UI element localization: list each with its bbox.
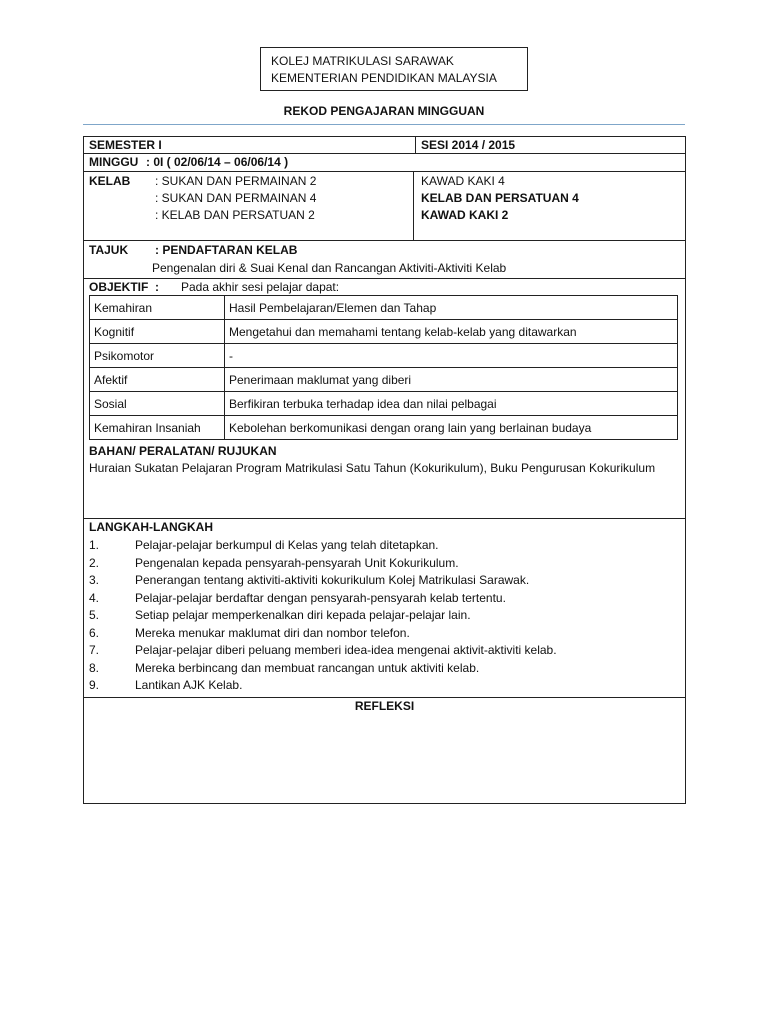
class-item: : SUKAN DAN PERMAINAN 4 <box>155 191 317 205</box>
step-number: 5. <box>89 608 100 622</box>
institution-name: KOLEJ MATRIKULASI SARAWAK <box>271 54 454 68</box>
table-row <box>90 416 678 440</box>
outcome-cell: Hasil Pembelajaran/Elemen dan Tahap <box>225 296 678 320</box>
outcome-cell: Kebolehan berkomunikasi dengan orang lain yang berlainan budaya <box>225 416 678 440</box>
skill-cell: Kognitif <box>90 320 225 344</box>
title-rule <box>83 124 685 125</box>
step-text: Pelajar-pelajar berkumpul di Kelas yang telah ditetapkan. <box>135 538 439 552</box>
list-item <box>89 572 557 590</box>
class-right-item: KAWAD KAKI 2 <box>421 208 509 222</box>
step-number: 1. <box>89 538 100 552</box>
step-number: 6. <box>89 625 100 640</box>
step-number: 3. <box>89 573 100 587</box>
step-text: Mereka berbincang dan membuat rancangan untuk aktiviti kelab. <box>135 660 480 675</box>
step-text: Setiap pelajar memperkenalkan diri kepada pelajar-pelajar lain. <box>135 608 471 622</box>
step-text: Pelajar-pelajar diberi peluang memberi idea-idea mengenai aktivit-aktiviti kelab. <box>135 643 557 657</box>
ministry-name: KEMENTERIAN PENDIDIKAN MALAYSIA <box>271 71 497 85</box>
list-item <box>89 555 557 573</box>
week-value: : 0I ( 02/06/14 – 06/06/14 ) <box>146 155 289 169</box>
list-item <box>89 537 557 555</box>
objective-colon: : <box>155 280 159 294</box>
step-number: 8. <box>89 660 100 675</box>
skill-cell: Psikomotor <box>90 344 225 368</box>
step-number: 4. <box>89 590 100 605</box>
step-text: Pelajar-pelajar berdaftar dengan pensyarah-pensyarah kelab tertentu. <box>135 590 506 605</box>
document-title: REKOD PENGAJARAN MINGGUAN <box>283 104 485 118</box>
outcome-cell: - <box>225 344 678 368</box>
table-row <box>90 320 678 344</box>
topic-value: : PENDAFTARAN KELAB <box>155 243 298 257</box>
week-label: MINGGU <box>89 155 139 169</box>
materials-text: Huraian Sukatan Pelajaran Program Matrikulasi Satu Tahun (Kokurikulum), Buku Pengurusan Kokurikulum <box>89 461 656 475</box>
list-item <box>89 625 557 643</box>
outcome-cell: Penerimaan maklumat yang diberi <box>225 368 678 392</box>
class-item: : KELAB DAN PERSATUAN 2 <box>155 208 315 222</box>
outcome-cell: Mengetahui dan memahami tentang kelab-kelab yang ditawarkan <box>225 320 678 344</box>
objective-table <box>89 295 678 440</box>
step-text: Mereka menukar maklumat diri dan nombor telefon. <box>135 625 410 640</box>
topic-subtitle: Pengenalan diri & Suai Kenal dan Rancangan Aktiviti-Aktiviti Kelab <box>152 261 507 275</box>
step-number: 2. <box>89 555 100 570</box>
class-right-item: KELAB DAN PERSATUAN 4 <box>421 191 579 205</box>
topic-label: TAJUK <box>89 243 129 257</box>
step-number: 7. <box>89 643 100 657</box>
session-label: SESI 2014 / 2015 <box>421 138 516 152</box>
skill-cell: Kemahiran Insaniah <box>90 416 225 440</box>
outcome-cell: Berfikiran terbuka terhadap idea dan nilai pelbagai <box>225 392 678 416</box>
class-right-item: KAWAD KAKI 4 <box>421 174 505 188</box>
divider-class <box>83 240 686 241</box>
skill-cell: Afektif <box>90 368 225 392</box>
class-item: : SUKAN DAN PERMAINAN 2 <box>155 174 317 188</box>
steps-label: LANGKAH-LANGKAH <box>89 520 213 534</box>
list-item <box>89 642 557 660</box>
objective-label: OBJEKTIF <box>89 280 149 294</box>
column-divider-semester <box>415 136 416 153</box>
institution-header-box <box>260 47 528 91</box>
table-row <box>90 392 678 416</box>
table-row <box>90 368 678 392</box>
step-text: Lantikan AJK Kelab. <box>135 678 243 692</box>
list-item <box>89 607 557 625</box>
divider-week <box>83 171 686 172</box>
table-row <box>90 344 678 368</box>
objective-intro: Pada akhir sesi pelajar dapat: <box>181 280 340 294</box>
step-number: 9. <box>89 678 100 692</box>
step-text: Pengenalan kepada pensyarah-pensyarah Unit Kokurikulum. <box>135 555 459 570</box>
semester-label: SEMESTER I <box>89 138 162 152</box>
list-item <box>89 590 557 608</box>
column-divider-class <box>413 171 414 240</box>
skill-cell: Sosial <box>90 392 225 416</box>
steps-list <box>89 537 557 695</box>
divider-topic <box>83 278 686 279</box>
list-item <box>89 677 557 695</box>
skill-cell: Kemahiran <box>90 296 225 320</box>
materials-label: BAHAN/ PERALATAN/ RUJUKAN <box>89 444 277 458</box>
table-row <box>90 296 678 320</box>
reflection-label: REFLEKSI <box>354 699 415 713</box>
list-item <box>89 660 557 678</box>
class-label: KELAB <box>89 174 131 188</box>
step-text: Penerangan tentang aktiviti-aktiviti kokurikulum Kolej Matrikulasi Sarawak. <box>135 573 530 587</box>
